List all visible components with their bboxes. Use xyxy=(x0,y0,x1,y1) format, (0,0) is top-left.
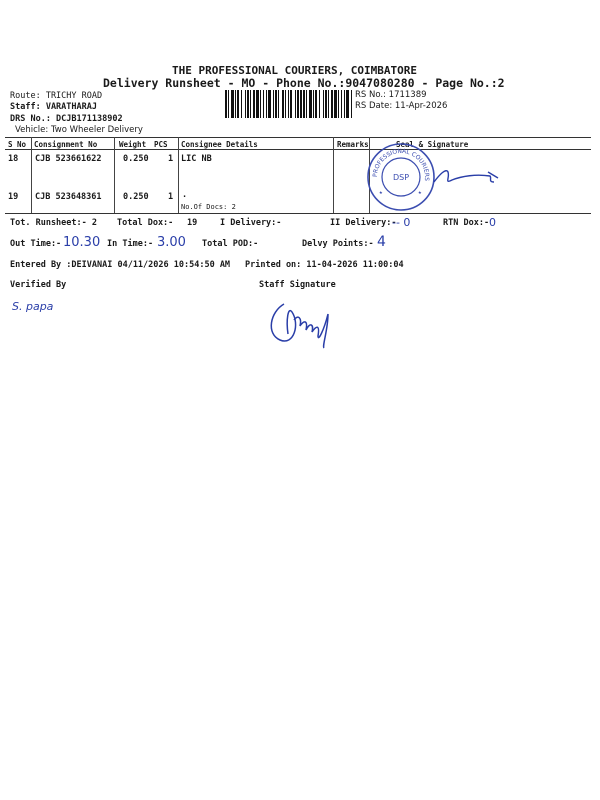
rs-date: RS Date: 11-Apr-2026 xyxy=(355,101,448,111)
row-consignee: . xyxy=(182,190,188,200)
total-runsheet: Tot. Runsheet:- 2 xyxy=(10,218,97,228)
barcode-bar xyxy=(247,90,249,118)
in-time-hand: 3.00 xyxy=(157,235,186,250)
barcode-bar xyxy=(273,90,274,118)
barcode-bar xyxy=(237,90,239,118)
barcode-bar xyxy=(225,90,227,118)
barcode-bar xyxy=(338,90,339,118)
out-time-label: Out Time:- xyxy=(10,239,62,249)
staff-name: Staff: VARATHARAJ xyxy=(10,102,97,112)
barcode-bar xyxy=(288,90,289,118)
row-consignee: LIC NB xyxy=(181,154,212,164)
route: Route: TRICHY ROAD xyxy=(10,91,103,101)
barcode-bar xyxy=(256,90,259,118)
barcode-bar xyxy=(313,90,314,118)
barcode-bar xyxy=(285,90,286,118)
in-time-label: In Time:- xyxy=(107,239,154,249)
verified-by-label: Verified By xyxy=(10,280,67,290)
rtn-dox-hand: 0 xyxy=(489,216,496,229)
row-sno: 18 xyxy=(8,154,19,164)
barcode-bar xyxy=(325,90,327,118)
barcode-bar xyxy=(241,90,242,118)
col-remarks: Remarks xyxy=(337,140,369,149)
row-sno: 19 xyxy=(8,192,19,202)
barcode-bar xyxy=(306,90,307,118)
col-seal: Seal & Signature xyxy=(396,140,469,149)
staff-signature-label: Staff Signature xyxy=(259,280,336,290)
barcode-bar xyxy=(275,90,277,118)
col-pcs: PCS xyxy=(154,140,168,149)
drs-number: DRS No.: DCJB171138902 xyxy=(10,114,123,124)
i-delivery: I Delivery:- xyxy=(220,218,282,228)
barcode-bar xyxy=(319,90,320,118)
printed-on: Printed on: 11-04-2026 11:00:04 xyxy=(245,260,404,270)
total-pod: Total POD:- xyxy=(202,239,259,249)
out-time-hand: 10.30 xyxy=(63,235,101,250)
entered-by: Entered By :DEIVANAI 04/11/2026 10:54:50 AM xyxy=(10,260,231,270)
col-divider xyxy=(333,137,334,213)
row-consignment: CJB 523661622 xyxy=(35,154,102,164)
col-divider xyxy=(31,137,32,213)
barcode-bar xyxy=(250,90,251,118)
barcode-bar xyxy=(346,90,349,118)
barcode-bar xyxy=(278,90,279,118)
col-sno: S No xyxy=(8,140,27,149)
row-docs-count: No.Of Docs: 2 xyxy=(181,203,236,211)
seal-stamp xyxy=(366,142,436,212)
row-weight: 0.250 xyxy=(123,154,149,164)
barcode-bar xyxy=(290,90,292,118)
svg-text:★: ★ xyxy=(379,189,383,196)
barcode-bar xyxy=(297,90,299,118)
stamp-ring-text: PROFESSIONAL COURIERS xyxy=(371,147,431,182)
barcode-bar xyxy=(300,90,302,118)
barcode-bar xyxy=(295,90,296,118)
barcode-bar xyxy=(268,90,271,118)
rtn-dox-label: RTN Dox:- xyxy=(443,218,490,228)
barcode-bar xyxy=(260,90,261,118)
barcode-bar xyxy=(351,90,352,118)
col-consignee: Consignee Details xyxy=(181,140,258,149)
barcode-bar xyxy=(245,90,246,118)
delvy-points-label: Delvy Points:- xyxy=(302,239,374,249)
barcode-bar xyxy=(331,90,333,118)
barcode-bar xyxy=(231,90,234,118)
barcode-bar xyxy=(334,90,337,118)
table-header-border xyxy=(5,149,591,150)
row-pcs: 1 xyxy=(168,192,174,202)
vehicle: Vehicle: Two Wheeler Delivery xyxy=(15,125,143,135)
barcode-bar xyxy=(228,90,229,118)
ii-delivery-hand: -- 0 xyxy=(392,216,411,229)
row-weight: 0.250 xyxy=(123,192,149,202)
col-divider xyxy=(114,137,115,213)
table-bottom-border xyxy=(5,213,591,214)
barcode-bar xyxy=(309,90,312,118)
receiver-signature xyxy=(430,160,505,190)
barcode-bar xyxy=(253,90,255,118)
total-dox-value: 19 xyxy=(187,218,198,228)
barcode-bar xyxy=(315,90,317,118)
barcode-bar xyxy=(323,90,324,118)
rs-number: RS No.: 1711389 xyxy=(355,90,427,100)
row-pcs: 1 xyxy=(168,154,174,164)
col-weight: Weight xyxy=(119,140,147,149)
runsheet-subtitle: Delivery Runsheet - MO - Phone No.:9047080280 - Page No.:2 xyxy=(103,76,505,90)
staff-signature xyxy=(262,290,342,350)
barcode xyxy=(225,90,352,118)
barcode-bar xyxy=(303,90,305,118)
barcode-bar xyxy=(266,90,267,118)
barcode-bar xyxy=(344,90,345,118)
row-consignment: CJB 523648361 xyxy=(35,192,102,202)
barcode-bar xyxy=(328,90,329,118)
total-dox-label: Total Dox:- xyxy=(117,218,174,228)
barcode-bar xyxy=(282,90,284,118)
svg-text:★: ★ xyxy=(418,189,422,196)
col-divider xyxy=(178,137,179,213)
barcode-bar xyxy=(341,90,342,118)
table-top-border xyxy=(5,137,591,138)
verified-by-signature: S. papa xyxy=(12,300,54,313)
ii-delivery-label: II Delivery:- xyxy=(330,218,397,228)
col-consignment: Consignment No xyxy=(34,140,98,149)
barcode-bar xyxy=(263,90,264,118)
company-name: THE PROFESSIONAL COURIERS, COIMBATORE xyxy=(172,64,418,77)
barcode-bar xyxy=(235,90,236,118)
delvy-points-hand: 4 xyxy=(377,234,386,250)
stamp-center-text: DSP xyxy=(392,173,410,182)
